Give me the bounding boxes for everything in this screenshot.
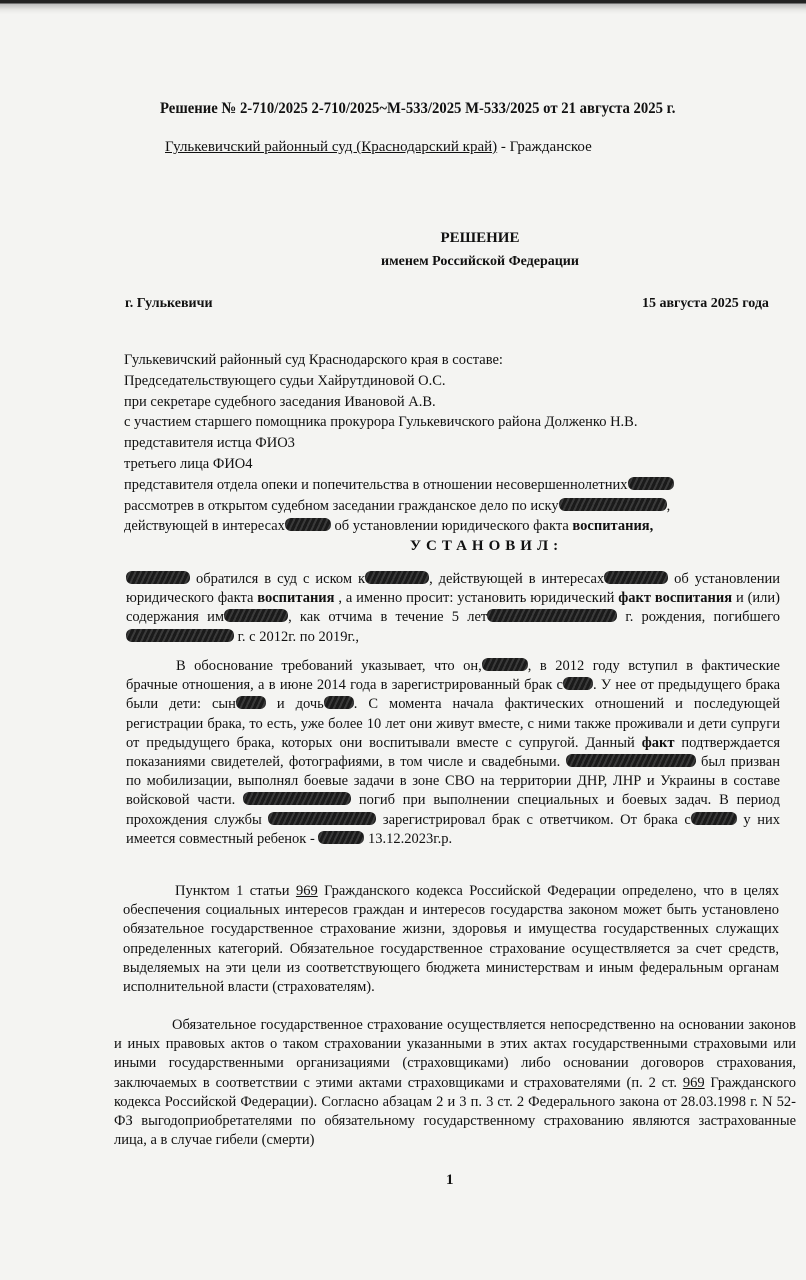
intro-line: при секретаре судебного заседания Ивановой А.В.	[124, 393, 436, 410]
text: и (или) содержания им	[126, 590, 780, 626]
text: г. рождения, погибшего	[617, 609, 780, 626]
text: зарегистрировал брак с ответчиком. От брака с	[376, 811, 691, 828]
redaction	[566, 754, 696, 767]
court-line	[165, 139, 592, 156]
redaction	[628, 477, 674, 490]
text: . У нее от предыдущего брака были дети: сын	[126, 677, 780, 713]
redaction	[243, 792, 351, 805]
bold-text: воспитания	[257, 590, 335, 607]
bold-text: факт	[641, 734, 675, 751]
intro-line: с участием старшего помощника прокурора Гулькевичского района Долженко Н.В.	[124, 414, 638, 431]
intro-text: представителя отдела опеки и попечительства в отношении несовершеннолетних	[124, 476, 628, 493]
text: , как отчима в течение 5 лет	[288, 609, 488, 626]
text: и дочь	[265, 696, 324, 713]
paragraph-insurance	[114, 1016, 796, 1150]
redaction	[268, 812, 376, 825]
text: В обоснование требований указывает, что он,	[176, 658, 482, 674]
intro-line: представителя истца ФИО3	[124, 435, 295, 452]
redaction	[318, 831, 364, 844]
law-link[interactable]: 969	[682, 1074, 705, 1091]
redaction	[324, 696, 354, 709]
text: об установлении юридического факта	[126, 571, 780, 607]
page-number: 1	[446, 1172, 454, 1188]
redaction	[482, 658, 528, 671]
redaction	[285, 518, 331, 531]
text: Обязательное государственное страхование осуществляется непосредственно на основании законов и иных правовых актов о таком страховании указанными в этих актах государственными страховыми или иными государственными организациями (страховщиками) либо основании договоров страхования, заключаемых в соответствии с этими актами страховщиками и страхователями (п. 2 ст.	[114, 1017, 796, 1091]
court-composition	[124, 350, 764, 537]
intro-line: Гулькевичский районный суд Краснодарского края в составе:	[124, 352, 503, 368]
intro-text: действующей в интересах	[124, 518, 285, 535]
court-separator: -	[497, 139, 510, 155]
redaction	[604, 571, 668, 584]
document-title: Решение № 2-710/2025 2-710/2025~М-533/2025 М-533/2025 от 21 августа 2025 г.	[160, 100, 676, 117]
text: погиб при выполнении специальных и боевых задач. В период прохождения службы	[126, 792, 780, 828]
redaction	[126, 571, 190, 584]
case-type: Гражданское	[509, 139, 592, 155]
intro-text: рассмотрев в открытом судебном заседании гражданское дело по иску	[124, 497, 559, 514]
text: обратился в суд с иском к	[190, 571, 366, 587]
court-link[interactable]: Гулькевичский районный суд (Краснодарский край)	[165, 139, 498, 155]
decision-city: г. Гулькевичи	[125, 296, 213, 311]
redaction	[487, 609, 617, 622]
intro-line	[124, 475, 764, 496]
intro-text: об установлении юридического факта	[330, 518, 573, 535]
text: Пунктом 1 статьи	[175, 883, 296, 899]
intro-line: третьего лица ФИО4	[124, 455, 253, 472]
intro-line: Председательствующего судьи Хайрутдиновой О.С.	[124, 372, 446, 389]
decision-subheading: именем Российской Федерации	[381, 254, 579, 269]
redaction	[559, 498, 667, 511]
text: Гражданского кодекса Российской Федерации). Согласно абзацам 2 и 3 п. 3 ст. 2 Федерального закона от 28.03.1998 г. N 52-ФЗ выгодоприобретателями по обязательному государственному страхованию являются застрахованные лица, а в случае гибели (смерти)	[114, 1074, 796, 1149]
intro-line	[124, 516, 764, 537]
intro-bold: воспитания,	[572, 518, 654, 535]
paragraph-grounds	[126, 657, 780, 849]
text: , в 2012 году вступил в фактические брачные отношения, а в июне 2014 года в зарегистрированный брак с	[126, 658, 780, 694]
text: у них имеется совместный ребенок -	[126, 811, 780, 847]
redaction	[236, 696, 266, 709]
paragraph-article-969	[123, 882, 779, 997]
text: , а именно просит: установить юридический	[334, 590, 619, 607]
paragraph-claim	[126, 570, 780, 647]
text: Гражданского кодекса Российской Федерации определено, что в целях обеспечения социальных интересов граждан и интересов государства законом может быть установлено обязательное государственное страхование жизни, здоровья и имущества государственных служащих определенных категорий. Обязательное государственное страхование осуществляется за счет средств, выделяемых на эти цели из соответствующего бюджета министерствам и иным федеральным органам исполнительной власти (страхователям).	[123, 883, 779, 996]
redaction	[126, 629, 234, 642]
text: 13.12.2023г.р.	[364, 830, 453, 847]
text: . С момента начала фактических отношений и последующей регистрации брака, то есть, уже более 10 лет они живут вместе, с ними также проживали и дети супруги от предыдущего брака, которых они воспитывали вместе с супругой. Данный	[126, 696, 780, 751]
decision-heading: РЕШЕНИЕ	[440, 230, 520, 246]
ustanovil-heading: УСТАНОВИЛ:	[410, 538, 564, 554]
redaction	[691, 812, 737, 825]
text: подтверждается показаниями свидетелей, фотографиями, в том числе и свадебными.	[126, 734, 781, 771]
text: г. с 2012г. по 2019г.,	[234, 628, 360, 645]
redaction	[563, 677, 593, 690]
text: , действующей в интересах	[429, 571, 605, 587]
redaction	[224, 609, 288, 622]
bold-text: факт воспитания	[618, 590, 733, 607]
redaction	[365, 571, 429, 584]
intro-text: ,	[666, 497, 671, 514]
decision-date: 15 августа 2025 года	[642, 296, 769, 311]
text: был призван по мобилизации, выполнял боевые задачи в зоне СВО на территории ДНР, ЛНР и Украины в составе войсковой части.	[126, 754, 780, 809]
scan-edge	[0, 0, 806, 14]
law-link[interactable]: 969	[295, 883, 318, 899]
intro-line	[124, 496, 764, 517]
